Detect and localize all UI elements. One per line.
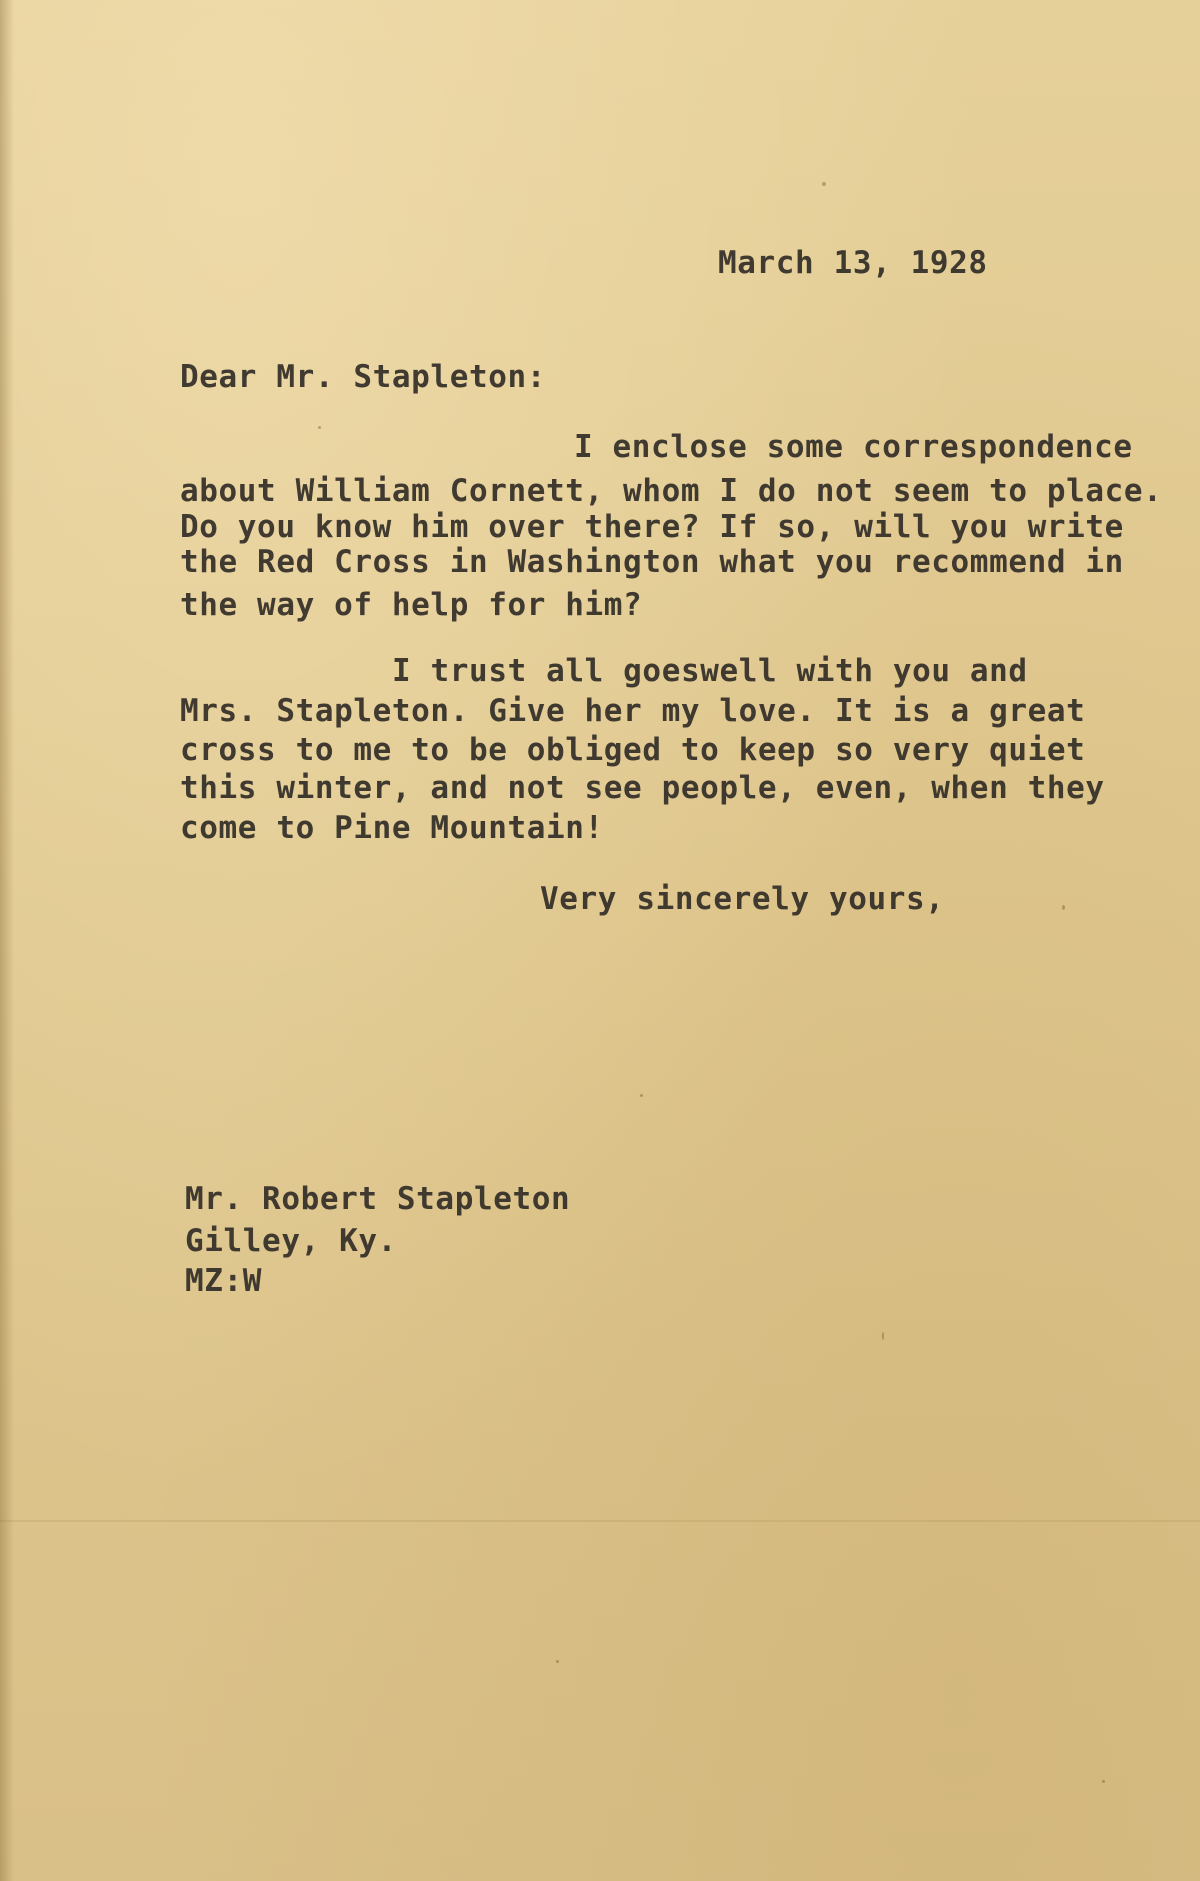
paper-speck <box>556 1660 559 1663</box>
paper-edge <box>0 0 14 1881</box>
letter-date: March 13, 1928 <box>718 245 988 281</box>
paper-speck <box>1062 905 1065 910</box>
paragraph-1-line: the way of help for him? <box>180 587 643 623</box>
paragraph-2-line: this winter, and not see people, even, when they <box>180 770 1105 806</box>
paper-speck <box>318 426 321 429</box>
recipient-name: Mr. Robert Stapleton <box>185 1181 571 1217</box>
paragraph-1-line: I enclose some correspondence <box>574 429 1133 465</box>
salutation: Dear Mr. Stapleton: <box>180 359 547 395</box>
closing: Very sincerely yours, <box>540 881 945 917</box>
paragraph-1-line: the Red Cross in Washington what you recommend in <box>180 544 1124 580</box>
paper-speck <box>882 1332 884 1340</box>
paragraph-1-line: about William Cornett, whom I do not seem to place. <box>180 473 1163 509</box>
paragraph-1-line: Do you know him over there? If so, will you write <box>180 509 1124 545</box>
paragraph-2-line: Mrs. Stapleton. Give her my love. It is a great <box>180 693 1086 729</box>
recipient-address: Gilley, Ky. <box>185 1223 397 1259</box>
paper-speck <box>822 182 826 186</box>
paper-speck <box>640 1094 643 1097</box>
reference-initials: MZ:W <box>185 1263 263 1299</box>
paragraph-2-line: come to Pine Mountain! <box>180 810 604 846</box>
paper-fold <box>0 1520 1200 1522</box>
paper-speck <box>1102 1780 1105 1783</box>
paragraph-2-line: I trust all goeswell with you and <box>392 653 1028 689</box>
paragraph-2-line: cross to me to be obliged to keep so very quiet <box>180 732 1086 768</box>
